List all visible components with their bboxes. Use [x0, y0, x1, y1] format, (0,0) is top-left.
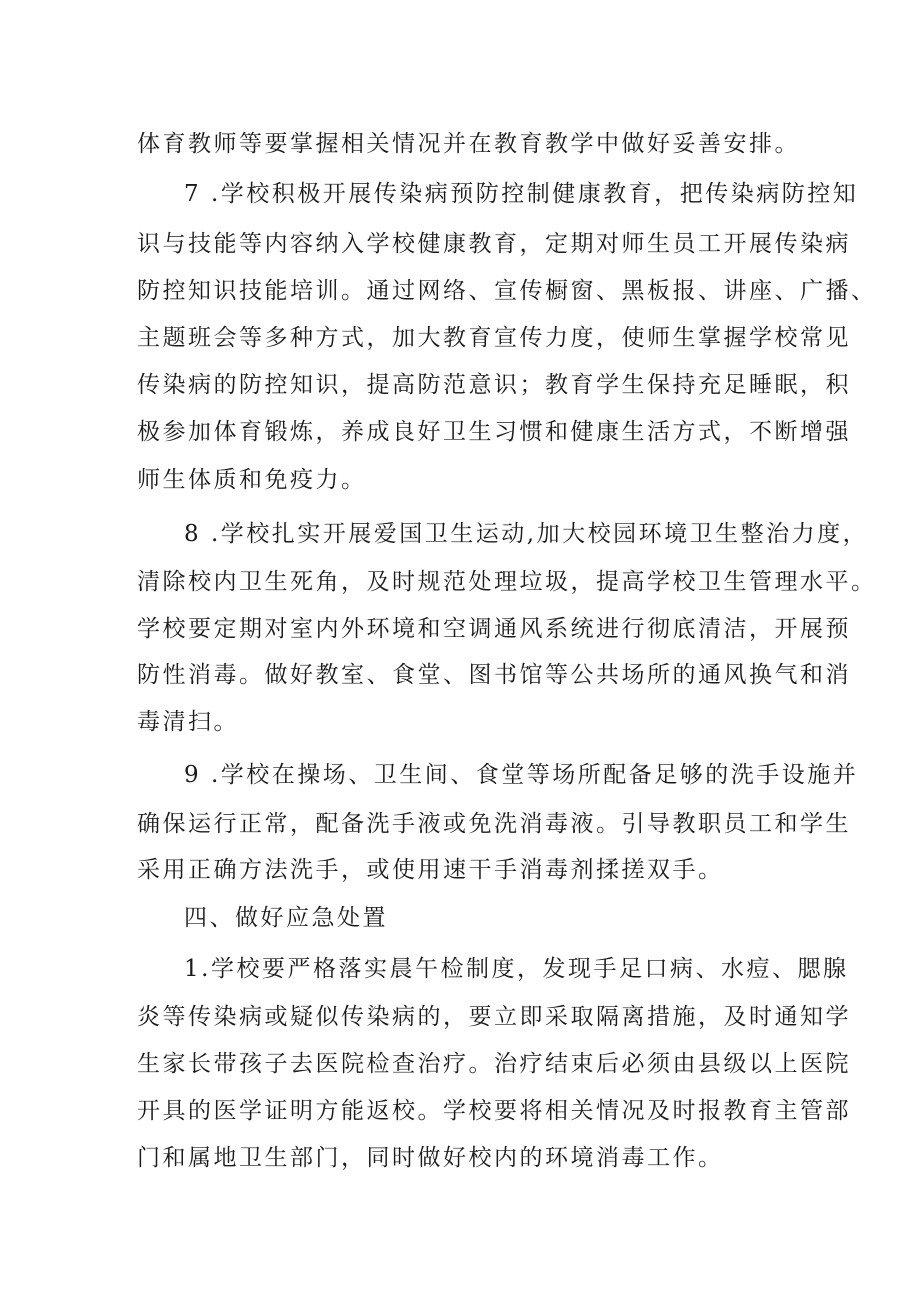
text-line: 门和属地卫生部门，同时做好校内的环境消毒工作。 — [137, 1145, 724, 1171]
text-line: 传染病的防控知识，提高防范意识；教育学生保持充足睡眠，积 — [137, 372, 851, 398]
text-line: 防性消毒。做好教室、食堂、图书馆等公共场所的通风换气和消 — [137, 662, 851, 688]
text-line: 学校要定期对室内外环境和空调通风系统进行彻底清洁，开展预 — [137, 616, 851, 642]
text-line: 开具的医学证明方能返校。学校要将相关情况及时报教育主管部 — [137, 1098, 851, 1124]
text-line: 极参加体育锻炼，养成良好卫生习惯和健康生活方式，不断增强 — [137, 419, 851, 445]
text-line: 师生体质和免疫力。 — [137, 467, 367, 493]
text-line: 主题班会等多种方式，加大教育宣传力度，使师生掌握学校常见 — [137, 325, 851, 351]
text-line: 防控知识技能培训。通过网络、宣传橱窗、黑板报、讲座、广播、 — [137, 278, 877, 304]
text-line: 体育教师等要掌握相关情况并在教育教学中做好妥善安排。 — [137, 131, 800, 157]
text-line: 清除校内卫生死角，及时规范处理垃圾，提高学校卫生管理水平。 — [137, 569, 877, 595]
text-line: 确保运行正常，配备洗手液或免洗消毒液。引导教职员工和学生 — [137, 811, 851, 837]
text-line: 采用正确方法洗手，或使用速干手消毒剂揉搓双手。 — [137, 857, 724, 883]
text-line: 炎等传染病或疑似传染病的，要立即采取隔离措施，及时通知学 — [137, 1004, 851, 1030]
text-line: 识与技能等内容纳入学校健康教育，定期对师生员工开展传染病 — [137, 231, 851, 257]
paragraph-7-first-line: 7 .学校积极开展传染病预防控制健康教育，把传染病防控知 — [184, 181, 859, 207]
paragraph-9-first-line: 9 .学校在操场、卫生间、食堂等场所配备足够的洗手设施并 — [184, 762, 859, 788]
paragraph-8-first-line: 8 .学校扎实开展爱国卫生运动,加大校园环境卫生整治力度， — [184, 521, 869, 547]
section-heading: 四、做好应急处置 — [184, 905, 388, 931]
text-line: 生家长带孩子去医院检查治疗。治疗结束后必须由县级以上医院 — [137, 1051, 851, 1077]
paragraph-1-first-line: 1.学校要严格落实晨午检制度，发现手足口病、水痘、腮腺 — [184, 956, 849, 982]
text-line: 毒清扫。 — [137, 709, 239, 735]
